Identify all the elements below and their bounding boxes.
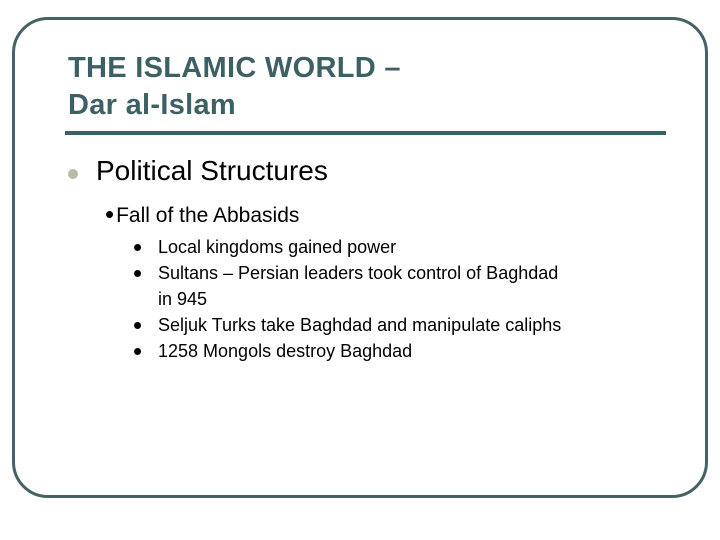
subbullet-list xyxy=(133,234,693,364)
title-underline xyxy=(65,131,666,135)
level2-text: Fall of the Abbasids xyxy=(116,204,300,227)
subbullet-item xyxy=(133,312,693,338)
level3-bullet-icon: • xyxy=(133,258,143,288)
bullet-fall-of-abbasids xyxy=(105,199,299,230)
subbullet-item xyxy=(133,338,693,364)
subbullet-item xyxy=(133,234,693,260)
level1-bullet-icon xyxy=(68,169,78,179)
level2-bullet-icon: • xyxy=(105,199,115,229)
level3-bullet-icon: • xyxy=(133,232,143,262)
subbullet-text: Local kingdoms gained power xyxy=(158,237,397,257)
subbullet-text: 1258 Mongols destroy Baghdad xyxy=(158,341,413,361)
title-line-2: Dar al-Islam xyxy=(68,89,237,121)
bullet-political-structures: Political Structures xyxy=(96,155,328,186)
level3-bullet-icon: • xyxy=(133,310,143,340)
level3-bullet-icon: • xyxy=(133,336,143,366)
subbullet-text: Seljuk Turks take Baghdad and manipulate caliphs xyxy=(158,315,562,335)
subbullet-item xyxy=(133,260,693,312)
subbullet-text-continuation: in 945 xyxy=(158,289,208,309)
title-line-1: THE ISLAMIC WORLD – xyxy=(68,52,401,84)
slide-title xyxy=(68,50,401,124)
subbullet-text: Sultans – Persian leaders took control of Baghdad xyxy=(158,263,559,283)
